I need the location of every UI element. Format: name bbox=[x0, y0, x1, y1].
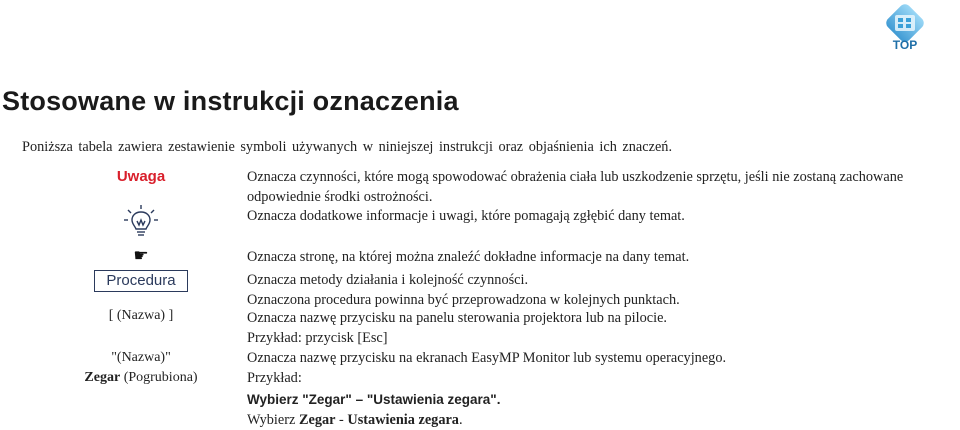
warning-symbol: Uwaga bbox=[116, 168, 166, 185]
row-description: Oznacza nazwę przycisku na panelu sterowania projektora lub na pilocie. Przykład: przycisk [Esc] bbox=[247, 310, 667, 346]
row-description: Oznacza dodatkowe informacje i uwagi, które pomagają zgłębić dany temat. bbox=[247, 208, 685, 224]
row-description: Oznacza nazwę przycisku na ekranach EasyMP Monitor lub systemu operacyjnego. Przykład: Wybierz "Zegar" – "Ustawienia zegara". Wybierz Zegar - Ustawienia zegara. bbox=[247, 350, 727, 428]
row-description: Oznacza czynności, które mogą spowodować obrażenia ciała lub uszkodzenie sprzętu, jeśli nie zostaną zachowane odpowiednie środki ostrożności. bbox=[247, 169, 904, 205]
intro-text: Poniższa tabela zawiera zestawienie symboli używanych w niniejszej instrukcji oraz objaśnienia ich znaczeń. bbox=[22, 139, 673, 155]
pointing-hand-icon: ☛ bbox=[133, 246, 149, 265]
home-icon bbox=[882, 2, 928, 52]
top-button[interactable] bbox=[882, 2, 928, 52]
page-title: Stosowane w instrukcji oznaczenia bbox=[2, 86, 459, 116]
row-description: Oznacza metody działania i kolejność czynności. Oznaczona procedura powinna być przeprowadzona w kolejnych punktach. bbox=[247, 272, 680, 308]
top-label: TOP bbox=[892, 38, 918, 52]
procedure-symbol: Procedura bbox=[94, 270, 188, 292]
lightbulb-icon bbox=[0, 205, 282, 242]
screen-name-symbol: "(Nazwa)" Zegar (Pogrubiona) bbox=[84, 350, 198, 385]
row-description: Oznacza stronę, na której można znaleźć dokładne informacje na dany temat. bbox=[247, 249, 690, 265]
button-name-symbol: [ (Nazwa) ] bbox=[108, 308, 174, 323]
